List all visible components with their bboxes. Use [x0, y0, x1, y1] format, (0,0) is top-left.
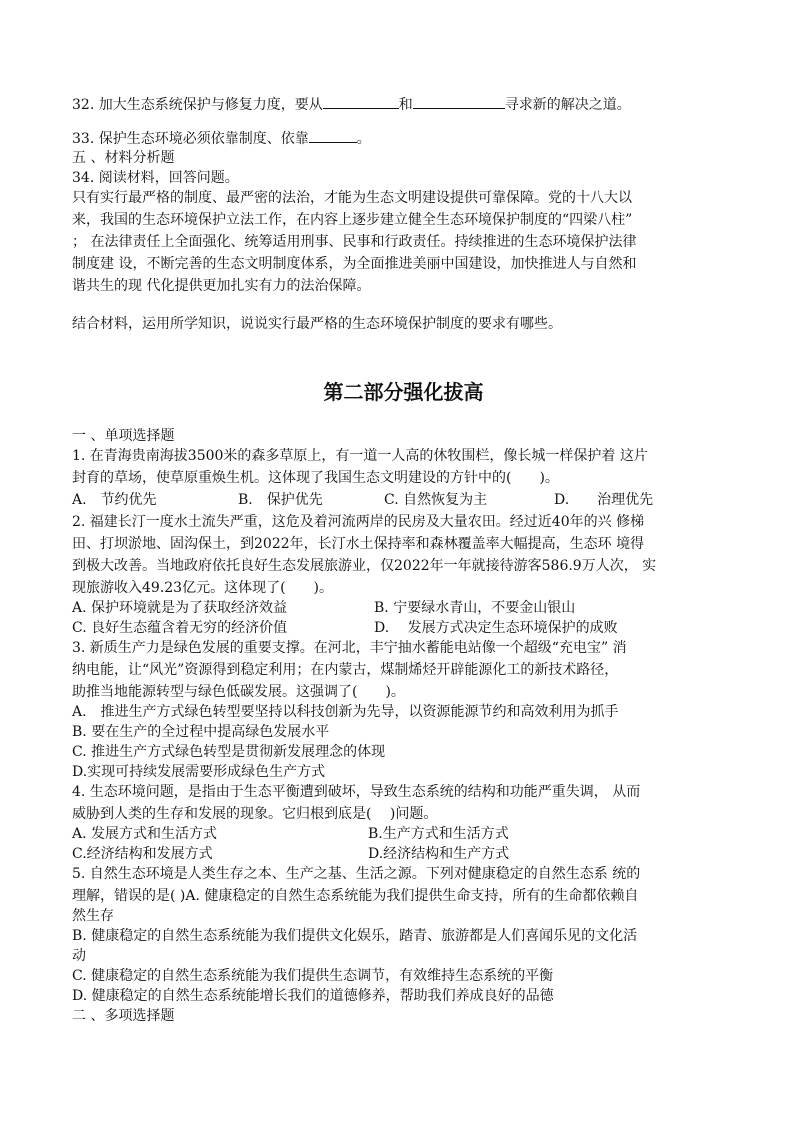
question-32	[72, 94, 631, 115]
question-34-heading: 34. 阅读材料，回答问题。	[72, 170, 239, 186]
q32-text-post: 寻求新的解决之道。	[504, 97, 631, 113]
q33-blank[interactable]	[309, 128, 357, 143]
material-line: ； 在法律责任上全面强化、统筹适用刑事、民事和行政责任。持续推进的生态环境保护法律	[72, 234, 637, 250]
option-d[interactable]: D.经济结构和生产方式	[368, 846, 510, 862]
question-line: 4. 生态环境问题，是指由于生态平衡遭到破坏，导致生态系统的结构和功能严重失调， 从而	[72, 784, 641, 800]
option-a[interactable]: A. 保护环境就是为了获取经济效益	[72, 600, 288, 616]
question-33	[72, 128, 371, 149]
q34-question: 结合材料，运用所学知识，说说实行最严格的生态环境保护制度的要求有哪些。	[72, 316, 562, 332]
question-line: 纳电能，让“风光”资源得到稳定利用；在内蒙古，煤制烯烃开辟能源化工的新技术路径，	[72, 662, 619, 678]
question-line: 田、打坝淤地、固沟保土，到2022年，长汀水土保持率和森林覆盖率大幅提高，生态环 境得	[72, 536, 645, 552]
material-line: 只有实行最严格的制度、最严密的法治，才能为生态文明建设提供可靠保障。党的十八大以	[72, 190, 632, 206]
question-line: 助推当地能源转型与绿色低碳发展。这强调了( )。	[72, 684, 405, 700]
question-line: 封育的草场，使草原重焕生机。这体现了我国生态文明建设的方针中的( )。	[72, 470, 559, 486]
option-d[interactable]: D. 发展方式决定生态环境保护的成败	[374, 620, 618, 636]
material-line: 谐共生的现 代化提供更加扎实有力的法治保障。	[72, 278, 371, 294]
section-heading-1: 一 、单项选择题	[72, 428, 175, 444]
q32-blank-2[interactable]	[413, 94, 505, 109]
option-c[interactable]: C. 良好生态蕴含着无穷的经济价值	[72, 620, 288, 636]
question-line: 理解，错误的是( )A. 健康稳定的自然生态系统能为我们提供生命支持，所有的生命都依赖自	[72, 888, 639, 904]
option-c[interactable]: C.经济结构和发展方式	[72, 846, 213, 862]
part-title: 第二部分强化拔高	[323, 380, 484, 404]
question-line: 3. 新质生产力是绿色发展的重要支撑。在河北，丰宁抽水蓄能电站像一个超级“充电宝” 消	[72, 640, 627, 656]
question-line: 1. 在青海贵南海拔3500米的森多草原上，有一道一人高的休牧围栏，像长城一样保护着 这片	[72, 448, 648, 464]
option-b[interactable]: B.生产方式和生活方式	[368, 826, 509, 842]
q32-blank-1[interactable]	[323, 94, 399, 109]
question-line: 到极大改善。当地政府依托良好生态发展旅游业，仅2022年一年就接待游客586.9万人次， 实	[72, 558, 657, 574]
q32-text-pre: 32. 加大生态系统保护与修复力度，要从	[72, 97, 323, 113]
q33-text-post: 。	[356, 131, 371, 147]
question-line: 然生存	[72, 908, 114, 924]
question-line: 现旅游收入49.23亿元。这体现了( )。	[72, 580, 334, 596]
option-b[interactable]: B. 宁要绿水青山，不要金山银山	[374, 600, 576, 616]
material-line: 制度建 设，不断完善的生态文明制度体系，为全面推进美丽中国建设，加快推进人与自然和	[72, 256, 637, 272]
option-a[interactable]: A. 推进生产方式绿色转型要坚持以科技创新为先导，以资源能源节约和高效利用为抓手	[72, 704, 619, 720]
material-line: 来，我国的生态环境保护立法工作，在内容上逐步建立健全生态环境保护制度的“四梁八柱”	[72, 212, 633, 228]
option-c[interactable]: C. 推进生产方式绿色转型是贯彻新发展理念的体现	[72, 744, 386, 760]
question-line: 2. 福建长汀一度水土流失严重，这危及着河流两岸的民房及大量农田。经过近40年的兴 修梯	[72, 514, 645, 530]
option-c[interactable]: C. 自然恢复为主	[384, 492, 488, 508]
q33-text-pre: 33. 保护生态环境必须依靠制度、依靠	[72, 131, 309, 147]
option-b[interactable]: B. 要在生产的全过程中提高绿色发展水平	[72, 724, 330, 740]
option-a[interactable]: A. 发展方式和生活方式	[72, 826, 218, 842]
question-line: B. 健康稳定的自然生态系统能为我们提供文化娱乐，踏青、旅游都是人们喜闻乐见的文化活	[72, 928, 638, 944]
section-heading-2: 二 、多项选择题	[72, 1008, 175, 1024]
question-line: D. 健康稳定的自然生态系统能增长我们的道德修养，帮助我们养成良好的品德	[72, 988, 554, 1004]
question-line: 动	[72, 948, 86, 964]
option-a[interactable]: A. 节约优先	[72, 492, 157, 508]
option-b[interactable]: B. 保护优先	[238, 492, 323, 508]
option-d[interactable]: D.实现可持续发展需要形成绿色生产方式	[72, 764, 326, 780]
question-line: C. 健康稳定的自然生态系统能为我们提供生态调节，有效维持生态系统的平衡	[72, 968, 554, 984]
question-line: 5. 自然生态环境是人类生存之本、生产之基、生活之源。下列对健康稳定的自然生态系 统的	[72, 866, 641, 882]
q32-text-mid: 和	[398, 97, 413, 113]
question-line: 威胁到人类的生存和发展的现象。它归根到底是( )问题。	[72, 806, 438, 822]
section-heading-5: 五 、材料分析题	[72, 150, 175, 166]
option-d[interactable]: D. 治理优先	[554, 492, 654, 508]
